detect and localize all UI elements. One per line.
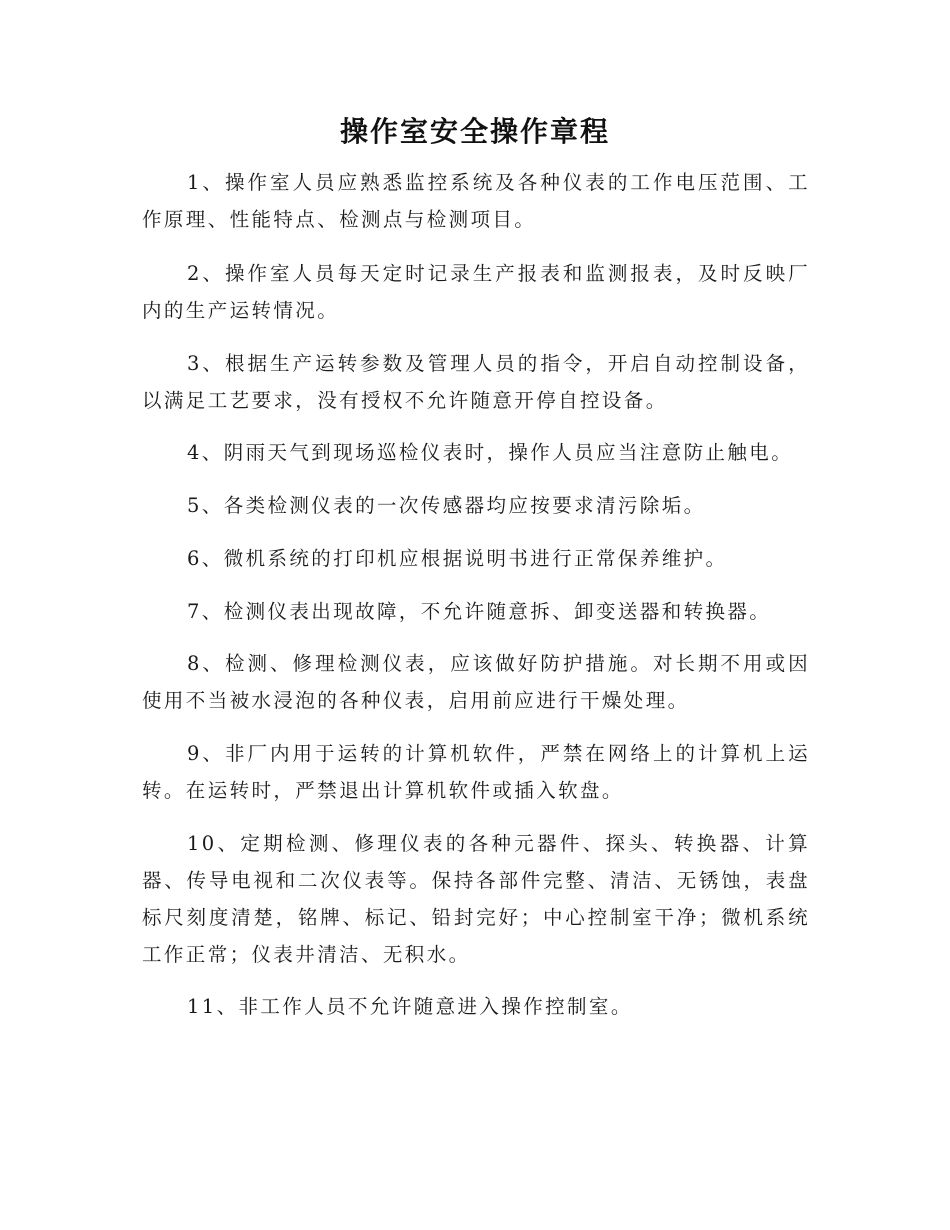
paragraph-3: 3、根据生产运转参数及管理人员的指令，开启自动控制设备，以满足工艺要求，没有授权不允许随意开停自控设备。 bbox=[142, 352, 810, 412]
paragraph-8: 8、检测、修理检测仪表，应该做好防护措施。对长期不用或因使用不当被水浸泡的各种仪表，启用前应进行干燥处理。 bbox=[142, 652, 810, 712]
paragraph-7: 7、检测仪表出现故障，不允许随意拆、卸变送器和转换器。 bbox=[187, 600, 772, 623]
paragraph-5: 5、各类检测仪表的一次传感器均应按要求清污除垢。 bbox=[187, 494, 706, 517]
paragraph-1: 1、操作室人员应熟悉监控系统及各种仪表的工作电压范围、工作原理、性能特点、检测点与检测项目。 bbox=[142, 171, 810, 231]
paragraph-11: 11、非工作人员不允许随意进入操作控制室。 bbox=[187, 995, 633, 1018]
paragraph-2: 2、操作室人员每天定时记录生产报表和监测报表，及时反映厂内的生产运转情况。 bbox=[142, 262, 810, 322]
paragraph-10: 10、定期检测、修理仪表的各种元器件、探头、转换器、计算器、传导电视和二次仪表等。保持各部件完整、清洁、无锈蚀，表盘标尺刻度清楚，铭牌、标记、铅封完好；中心控制室干净；微机系统工作正常；仪表井清洁、无积水。 bbox=[142, 832, 810, 966]
document-title: 操作室安全操作章程 bbox=[339, 115, 610, 148]
paragraph-9: 9、非厂内用于运转的计算机软件，严禁在网络上的计算机上运转。在运转时，严禁退出计算机软件或插入软盘。 bbox=[142, 742, 810, 802]
paragraph-6: 6、微机系统的打印机应根据说明书进行正常保养维护。 bbox=[187, 547, 728, 570]
paragraph-4: 4、阴雨天气到现场巡检仪表时，操作人员应当注意防止触电。 bbox=[187, 441, 794, 464]
